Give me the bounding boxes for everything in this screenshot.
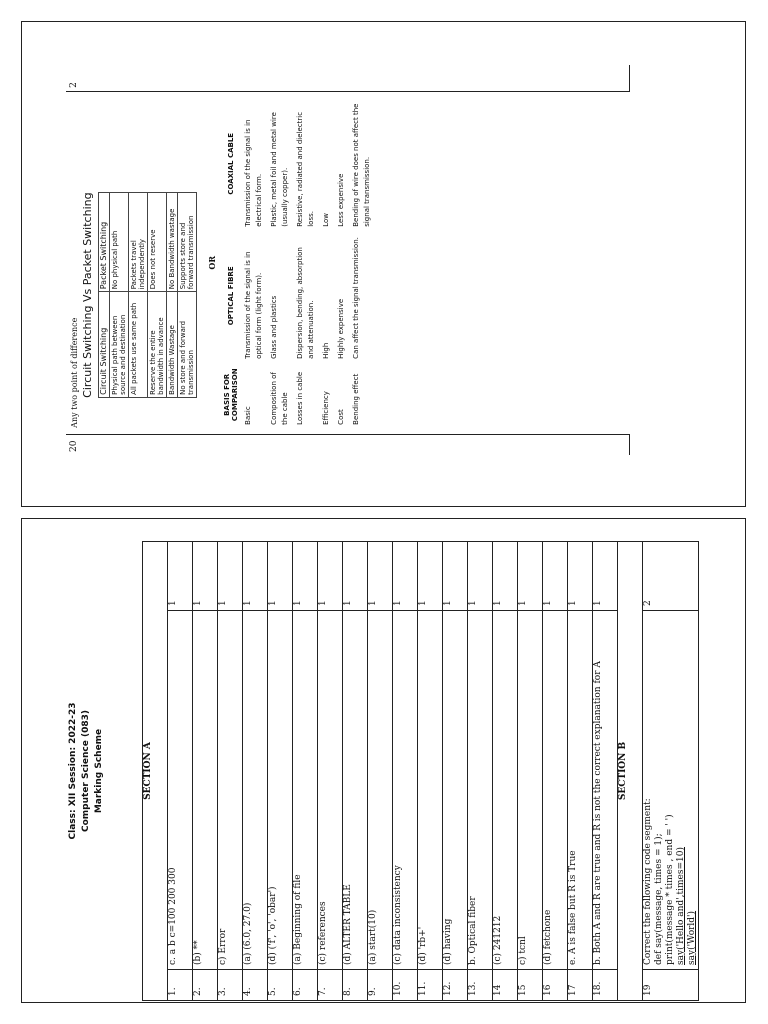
coax-cell: Cost — [337, 409, 345, 425]
marks-cell: 2 — [66, 65, 629, 91]
coax-header: OPTICAL FIBRE — [227, 266, 235, 326]
question-number: 10. — [393, 970, 418, 1001]
question-number: 8. — [343, 970, 368, 1001]
coax-header: BASIS FOR COMPARISON — [223, 368, 239, 422]
marks: 1 — [318, 542, 343, 611]
question-number: 16 — [543, 970, 568, 1001]
coax-header: COAXIAL CABLE — [227, 132, 235, 195]
switching-cell: No store and forward transmission — [178, 292, 197, 398]
answer-text: (d) ('f', 'o', 'obar') — [268, 611, 293, 970]
code-line: def say(message, times = 1); — [654, 833, 664, 965]
marks: 1 — [193, 542, 218, 611]
answers-table — [142, 541, 699, 1001]
answer-text: c. a b c=100 200 300 — [168, 611, 193, 970]
answer-text: c) Error — [218, 611, 243, 970]
marks: 1 — [368, 542, 393, 611]
scheme-title: Marking Scheme — [94, 728, 104, 814]
answer-page-top — [21, 21, 746, 507]
answer-text: (b) ** — [193, 611, 218, 970]
marks: 1 — [268, 542, 293, 611]
section-b-title: SECTION B — [618, 542, 643, 1001]
marks: 1 — [443, 542, 468, 611]
coax-cell: Bending effect — [352, 373, 360, 425]
switching-header: Circuit Switching — [99, 292, 110, 398]
question-number: 4. — [243, 970, 268, 1001]
question-number: 7. — [318, 970, 343, 1001]
code-line: say('World') — [687, 910, 697, 965]
coax-cell: Low — [322, 212, 330, 227]
class-session: Class: XII Session: 2022-23 — [68, 702, 78, 840]
coax-cell: Transmission of the signal is in electrical form. — [244, 119, 263, 227]
answer-text: c) tcnl — [518, 611, 543, 970]
question-number: 2. — [193, 970, 218, 1001]
question-number: 19 — [643, 970, 699, 1001]
document-header — [67, 541, 106, 1001]
coax-cell: Highly expensive — [337, 298, 345, 359]
marks: 1 — [293, 542, 318, 611]
answer-row — [243, 542, 268, 1001]
question-number: 5. — [268, 970, 293, 1001]
answer-row — [293, 542, 318, 1001]
section-a-title: SECTION A — [143, 542, 168, 1001]
answer-row — [468, 542, 493, 1001]
marks: 1 — [243, 542, 268, 611]
answer-row — [518, 542, 543, 1001]
answer-text: (a) start(10) — [368, 611, 393, 970]
answer-row — [368, 542, 393, 1001]
answer-row — [493, 542, 518, 1001]
code-line: say('Hello and',times=10) — [676, 846, 686, 965]
chart-title: Circuit Switching Vs Packet Switching — [81, 192, 94, 398]
answer-text: b. Optical fiber — [468, 611, 493, 970]
answer-text: (d) fetchone — [543, 611, 568, 970]
answer-text: (c) references — [318, 611, 343, 970]
switching-cell: Does not reserve — [148, 192, 167, 291]
marks: 1 — [493, 542, 518, 611]
answer-row — [443, 542, 468, 1001]
code-line: print(message * times , end = ' ') — [665, 814, 675, 965]
question-number: 15 — [518, 970, 543, 1001]
switching-cell: No Bandwidth wastage — [167, 192, 178, 291]
answer-text: (d) 'rb+' — [418, 611, 443, 970]
coax-cell: Composition of the cable — [270, 372, 289, 425]
answer-text: (a) Beginning of file — [293, 611, 318, 970]
switching-cell: Bandwidth Wastage — [167, 292, 178, 398]
marks: 2 — [643, 542, 699, 611]
coax-cell: Dispersion, bending, absorption and attenuation. — [296, 247, 315, 359]
switching-cell: Reserve the entire bandwidth in advance — [148, 292, 167, 398]
question-number: 12. — [443, 970, 468, 1001]
switching-cell: No physical path — [110, 192, 129, 291]
question-number: 13. — [468, 970, 493, 1001]
question-number: 11. — [418, 970, 443, 1001]
answer-row — [593, 542, 618, 1001]
question-number: 9. — [368, 970, 393, 1001]
marks: 1 — [518, 542, 543, 611]
coax-cell: Losses in cable — [296, 371, 304, 425]
marks: 1 — [568, 542, 593, 611]
answer-row — [568, 542, 593, 1001]
fibre-vs-coax-table — [221, 98, 375, 428]
answer-text: (c) data inconsistency — [393, 611, 418, 970]
answer-text: b. Both A and R are true and R is not the correct explanation for A — [593, 611, 618, 970]
coax-cell: Glass and plastics — [270, 295, 278, 359]
marking-scheme-page — [21, 518, 746, 1003]
coax-cell: Basic — [244, 406, 252, 425]
switching-table — [98, 192, 197, 398]
answer-row — [393, 542, 418, 1001]
answer-row — [543, 542, 568, 1001]
question-number: 20 — [66, 434, 629, 455]
answer-row — [193, 542, 218, 1001]
answer-row — [343, 542, 368, 1001]
or-label: OR — [207, 256, 217, 270]
coax-cell: Resistive, radiated and dielectric loss. — [296, 111, 315, 227]
switching-cell: Packets travel independently — [129, 192, 148, 291]
instruction: Any two point of difference — [70, 317, 79, 428]
switching-header: Packet Switching — [99, 192, 110, 291]
marks: 1 — [593, 542, 618, 611]
answer-cell — [66, 91, 629, 434]
question-number: 18. — [593, 970, 618, 1001]
answer-row — [218, 542, 243, 1001]
question-number: 17 — [568, 970, 593, 1001]
subject: Computer Science (083) — [81, 710, 91, 832]
marks: 1 — [418, 542, 443, 611]
rotated-content — [66, 65, 691, 455]
coax-cell: High — [322, 342, 330, 359]
coax-cell: Less expensive — [337, 173, 345, 227]
rotated-content — [68, 531, 697, 1001]
answer-text: (d) having — [443, 611, 468, 970]
answer-text: (a) (6.0, 27.0) — [243, 611, 268, 970]
switching-cell: All packets use same path — [129, 292, 148, 398]
coax-cell: Efficiency — [322, 391, 330, 425]
marks: 1 — [543, 542, 568, 611]
code-line: Correct the following code segment: — [643, 798, 653, 965]
answer-row — [318, 542, 343, 1001]
switching-cell: Supports store and forward transmission — [178, 192, 197, 291]
marks: 1 — [468, 542, 493, 611]
answer-text: e. A is false but R is True — [568, 611, 593, 970]
coax-cell: Bending of wire does not affect the signal transmission. — [352, 103, 371, 227]
answer-text: (d) ALTER TABLE — [343, 611, 368, 970]
question-number: 6. — [293, 970, 318, 1001]
marks: 1 — [393, 542, 418, 611]
switching-cell: Physical path between source and destination — [110, 292, 129, 398]
coax-cell: Plastic, metal foil and metal wire (usually copper). — [270, 112, 289, 227]
question-number: 1. — [168, 970, 193, 1001]
question-number: 14 — [493, 970, 518, 1001]
marks: 1 — [218, 542, 243, 611]
question-20-table — [66, 65, 630, 455]
marks: 1 — [168, 542, 193, 611]
coax-cell: Transmission of the signal is in optical form (light form). — [244, 251, 263, 359]
question-19-row — [643, 542, 699, 1001]
marks: 1 — [343, 542, 368, 611]
question-number: 3. — [218, 970, 243, 1001]
answer-text: (c) 241212 — [493, 611, 518, 970]
answer-row — [268, 542, 293, 1001]
answer-row — [168, 542, 193, 1001]
coax-cell: Can affect the signal transmission. — [352, 237, 360, 359]
q19-code — [643, 611, 699, 970]
answer-row — [418, 542, 443, 1001]
